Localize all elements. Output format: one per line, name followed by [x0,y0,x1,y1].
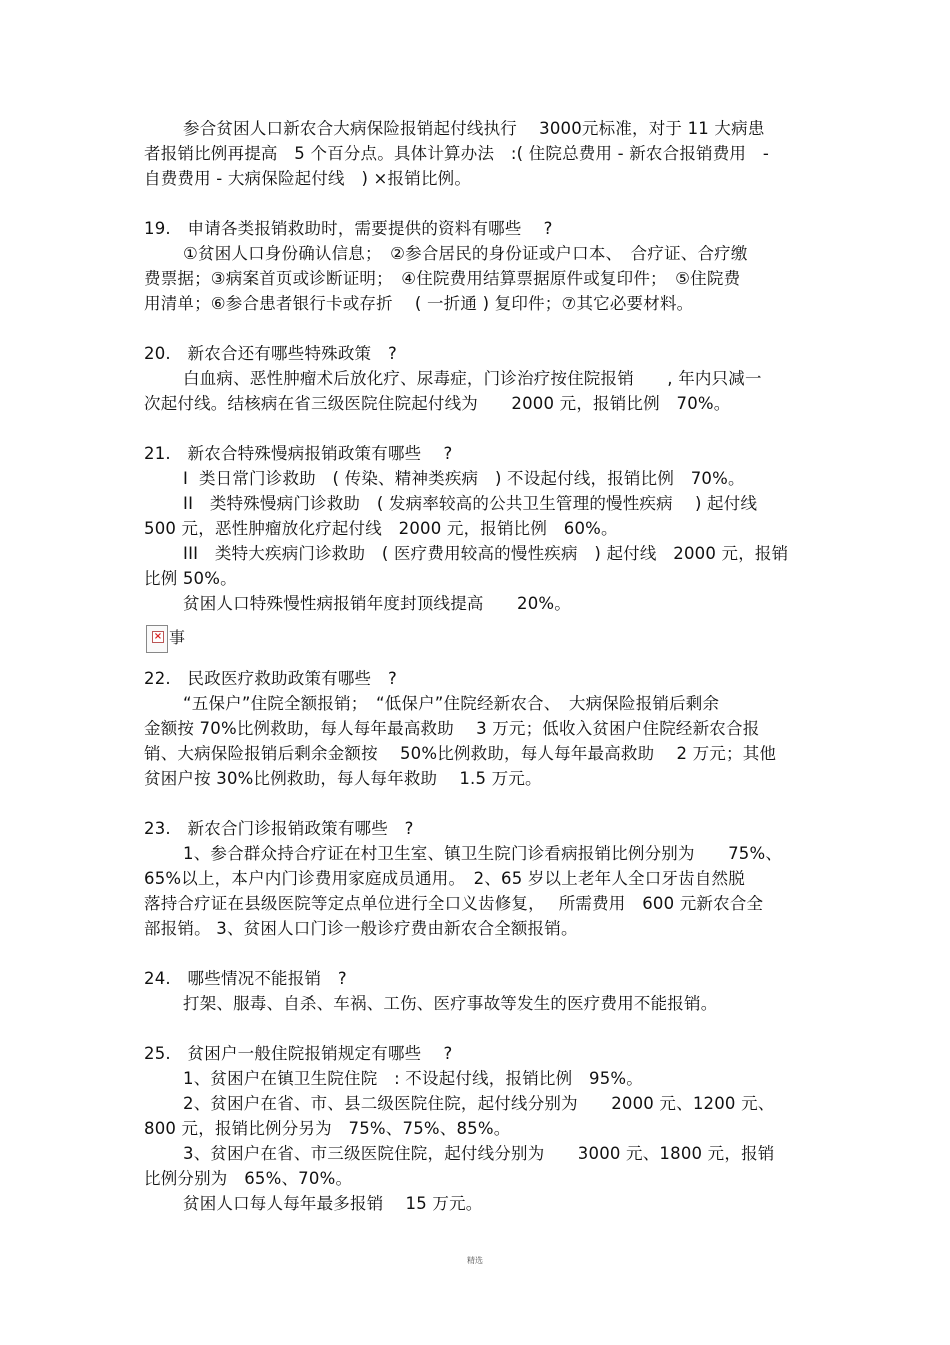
paragraph-line: III 类特大疾病门诊救助 ( 医疗费用较高的慢性疾病 ) 起付线 2000 元，报销 [183,544,789,563]
paragraph-line: 500 元，恶性肿瘤放化疗起付线 2000 元，报销比例 60%。 [144,519,618,538]
broken-image-icon: × [153,631,163,642]
question-heading: 21. 新农合特殊慢病报销政策有哪些 ? [144,444,453,463]
paragraph-line: 1、贫困户在镇卫生院住院 : 不设起付线，报销比例 95%。 [183,1069,643,1088]
paragraph-line: 销、大病保险报销后剩余金额按 50%比例救助，每人每年最高救助 2 万元；其他 [144,744,777,763]
paragraph-line: 贫困人口特殊慢性病报销年度封顶线提高 20%。 [183,594,571,613]
paragraph-line: 次起付线。结核病在省三级医院住院起付线为 2000 元，报销比例 70%。 [144,394,731,413]
paragraph-line: 1、参合群众持合疗证在村卫生室、镇卫生院门诊看病报销比例分别为 75%、 [183,844,783,863]
question-heading: 20. 新农合还有哪些特殊政策 ? [144,344,397,363]
paragraph-line: 贫困人口每人每年最多报销 15 万元。 [183,1194,483,1213]
paragraph-line: II 类特殊慢病门诊救助 ( 发病率较高的公共卫生管理的慢性疾病 ) 起付线 [183,494,758,513]
paragraph-line: 用清单；⑥参合患者银行卡或存折 ( 一折通 ) 复印件；⑦其它必要材料。 [144,294,694,313]
paragraph-line: 3、贫困户在省、市三级医院住院，起付线分别为 3000 元、1800 元，报销 [183,1144,775,1163]
image-frame [146,625,168,653]
paragraph-line: 部报销。 3、贫困人口门诊一般诊疗费由新农合全额报销。 [144,919,578,938]
question-heading: 22. 民政医疗救助政策有哪些 ? [144,669,397,688]
question-heading: 25. 贫困户一般住院报销规定有哪些 ? [144,1044,453,1063]
question-heading: 24. 哪些情况不能报销 ? [144,969,347,988]
paragraph-line: 贫困户按 30%比例救助，每人每年救助 1.5 万元。 [144,769,542,788]
paragraph-line: 者报销比例再提高 5 个百分点。具体计算办法 :( 住院总费用 - 新农合报销费用 - [144,144,769,163]
page-footer: 精选 [467,1256,483,1265]
paragraph-line: 自费费用 - 大病保险起付线 ) ×报销比例。 [144,169,472,188]
paragraph-line: 比例 50%。 [144,569,237,588]
paragraph-line: 费票据；③病案首页或诊断证明； ④住院费用结算票据原件或复印件； ⑤住院费 [144,269,741,288]
question-heading: 23. 新农合门诊报销政策有哪些 ? [144,819,414,838]
paragraph-line: 65%以上，本户内门诊费用家庭成员通用。 2、65 岁以上老年人全口牙齿自然脱 [144,869,745,888]
paragraph-line: I 类日常门诊救助 ( 传染、精神类疾病 ) 不设起付线，报销比例 70%。 [183,469,745,488]
paragraph-line: 2、贫困户在省、市、县二级医院住院，起付线分别为 2000 元、1200 元、 [183,1094,775,1113]
paragraph-line: 落持合疗证在县级医院等定点单位进行全口义齿修复， 所需费用 600 元新农合全 [144,894,764,913]
paragraph-line: 白血病、恶性肿瘤术后放化疗、尿毒症，门诊治疗按住院报销 , 年内只减一 [183,369,762,388]
paragraph-line: 打架、服毒、自杀、车祸、工伤、医疗事故等发生的医疗费用不能报销。 [183,994,718,1013]
paragraph-line: 800 元，报销比例分另为 75%、75%、85%。 [144,1119,511,1138]
paragraph-line: ①贫困人口身份确认信息； ②参合居民的身份证或户口本、 合疗证、合疗缴 [183,244,748,263]
image-caption-glyph: 事 [169,628,186,647]
paragraph-line: 比例分别为 65%、70%。 [144,1169,353,1188]
broken-image [146,625,186,653]
question-heading: 19. 申请各类报销救助时，需要提供的资料有哪些 ? [144,219,553,238]
paragraph-line: 参合贫困人口新农合大病保险报销起付线执行 3000元标准，对于 11 大病患 [183,119,765,138]
paragraph-line: “五保户”住院全额报销； “低保户”住院经新农合、 大病保险报销后剩余 [183,694,720,713]
paragraph-line: 金额按 70%比例救助，每人每年最高救助 3 万元；低收入贫困户住院经新农合报 [144,719,760,738]
